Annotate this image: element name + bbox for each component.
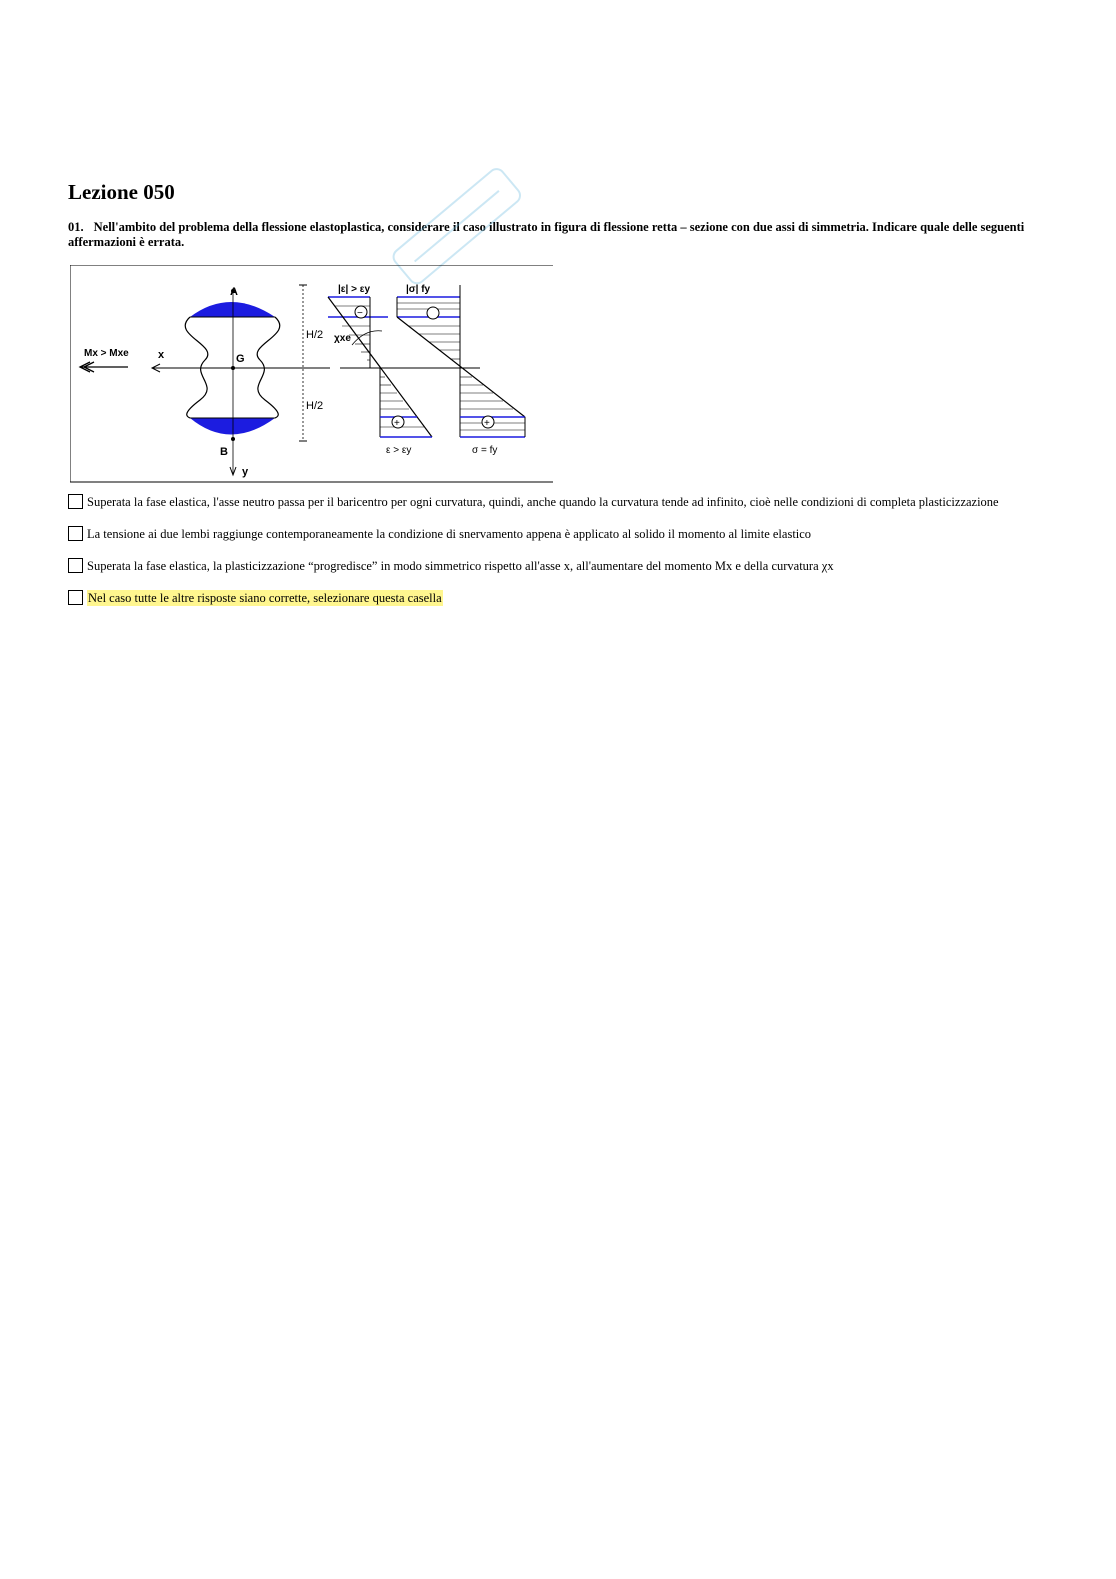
question-text [68, 220, 1043, 250]
label-B: B [220, 446, 228, 458]
strain-top-label: |ε| > εy [338, 284, 371, 295]
answer-text-1: Superata la fase elastica, l'asse neutro passa per il baricentro per ogni curvatura, quindi, anche quando la curvatura tende ad infinito, cioè nelle condizioni di completa plasticizzazione [87, 495, 999, 509]
stress-sign-plus: + [484, 418, 490, 429]
plastic-zone-bottom [190, 418, 275, 435]
answer-list [68, 494, 1043, 622]
question-body: Nell'ambito del problema della flessione elastoplastica, considerare il caso illustrato in figura di flessione retta – sezione con due assi di simmetria. Indicare quale delle seguenti affermazioni è errata. [68, 220, 1025, 249]
curvature-label: χxe [334, 333, 351, 344]
answer-text-2: La tensione ai due lembi raggiunge contemporaneamente la condizione di snervamento appena è applicato al solido il momento al limite elastico [87, 527, 812, 541]
label-x: x [158, 349, 165, 361]
answer-text-4: Nel caso tutte le altre risposte siano corrette, selezionare questa casella [88, 591, 442, 605]
label-G: G [236, 353, 245, 365]
label-y: y [242, 466, 249, 478]
answer-checkbox-2[interactable] [68, 526, 83, 541]
answer-option-4[interactable] [68, 590, 1043, 606]
answer-checkbox-4[interactable] [68, 590, 83, 605]
answer-text-3: Superata la fase elastica, la plasticizzazione “progredisce” in modo simmetrico rispetto all'asse x, all'aumentare del momento Mx e della curvatura χx [87, 559, 834, 573]
label-A: A [230, 286, 238, 298]
stress-bottom-label: σ = fy [472, 445, 498, 456]
stress-diagram [397, 284, 525, 456]
answer-option-3[interactable] [68, 558, 1043, 574]
moment-label: Mx > Mxe [84, 348, 129, 359]
label-h2-top: H/2 [306, 329, 324, 341]
stress-top-label: |σ| fy [406, 284, 431, 295]
question-number: 01. [68, 220, 84, 234]
bending-section-figure [70, 265, 554, 483]
answer-option-1[interactable] [68, 494, 1043, 510]
strain-sign-minus: − [357, 308, 363, 319]
strain-bottom-label: ε > εy [386, 445, 412, 456]
answer-checkbox-1[interactable] [68, 494, 83, 509]
plastic-zone-top [190, 302, 275, 317]
label-h2-bottom: H/2 [306, 400, 324, 412]
strain-sign-plus: + [394, 418, 400, 429]
strain-diagram [328, 284, 432, 456]
lesson-title: Lezione 050 [68, 180, 175, 204]
answer-checkbox-3[interactable] [68, 558, 83, 573]
answer-option-2[interactable] [68, 526, 1043, 542]
